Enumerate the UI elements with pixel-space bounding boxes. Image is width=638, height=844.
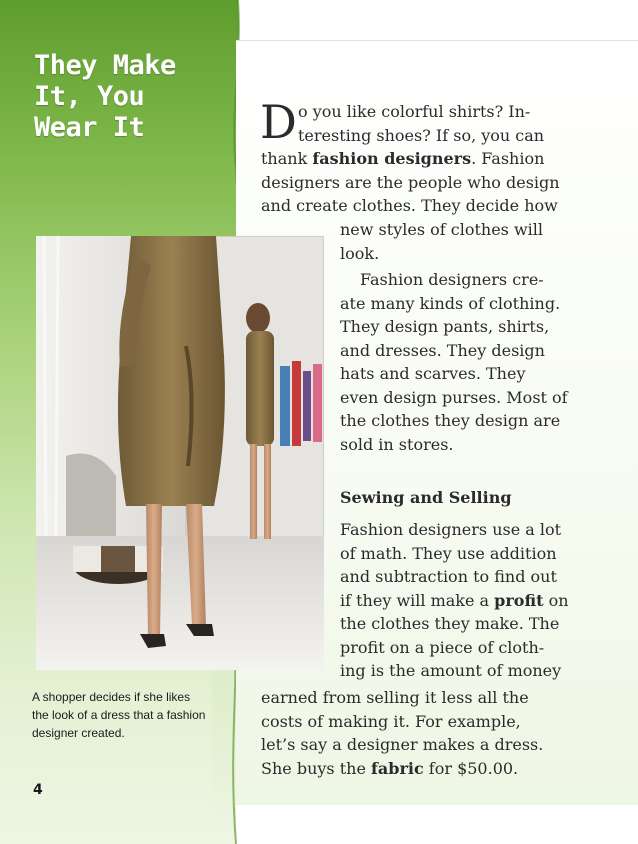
title-line-1: They Make — [34, 50, 176, 81]
text-line: Fashion designers use a lot — [340, 520, 562, 539]
paragraph-math — [340, 518, 569, 683]
paragraph-clothing-types — [340, 268, 568, 456]
text-line: profit on a piece of cloth- — [340, 637, 545, 657]
page-title — [34, 50, 224, 143]
intro-paragraph-top — [298, 100, 544, 147]
text-line: earned from selling it less all the — [261, 688, 529, 707]
paragraph-math-wide — [261, 686, 543, 780]
text-line: the clothes they make. The — [340, 614, 560, 633]
shopper-mirror-photo — [36, 236, 324, 670]
text-line: costs of making it. For example, — [261, 711, 521, 731]
term-fashion-designers: fashion designers — [312, 149, 472, 168]
text-line: They design pants, shirts, — [340, 317, 550, 336]
text-line: of math. They use addition — [340, 543, 557, 563]
text-line: and subtraction to find out — [340, 567, 557, 586]
term-profit: profit — [494, 590, 544, 610]
term-fabric: fabric — [371, 758, 424, 778]
photo-caption: A shopper decides if she likes the look of a dress that a fashion designer created. — [32, 690, 206, 740]
text-line: She buys the fabric for $50.00. — [261, 758, 519, 778]
text-line: o you like colorful shirts? In- — [298, 102, 531, 121]
text-line: look. — [340, 243, 380, 263]
page-number: 4 — [33, 782, 43, 798]
intro-paragraph — [261, 147, 560, 218]
text-line: and create clothes. They decide how — [261, 196, 558, 215]
title-line-2: It, You — [34, 81, 145, 112]
text-line: sold in stores. — [340, 434, 454, 454]
title-line-3: Wear It — [34, 112, 145, 143]
text-line: and dresses. They design — [340, 340, 545, 360]
text-line: even design purses. Most of — [340, 387, 568, 407]
text-line: thank fashion designers. Fashion — [261, 149, 545, 168]
text-line: the clothes they design are — [340, 411, 561, 430]
intro-paragraph-wrap — [340, 218, 543, 265]
text-line: Fashion designers cre- — [360, 270, 544, 289]
text-line: hats and scarves. They — [340, 364, 526, 383]
text-line: ate many kinds of clothing. — [340, 293, 561, 313]
section-heading: Sewing and Selling — [340, 488, 512, 507]
text-line: teresting shoes? If so, you can — [298, 125, 545, 145]
text-line: let’s say a designer makes a dress. — [261, 735, 544, 754]
drop-cap: D — [260, 95, 297, 149]
text-line: designers are the people who design — [261, 172, 560, 192]
text-line: if they will make a profit on — [340, 590, 569, 610]
text-line: ing is the amount of money — [340, 661, 562, 680]
text-line: new styles of clothes will — [340, 220, 544, 239]
